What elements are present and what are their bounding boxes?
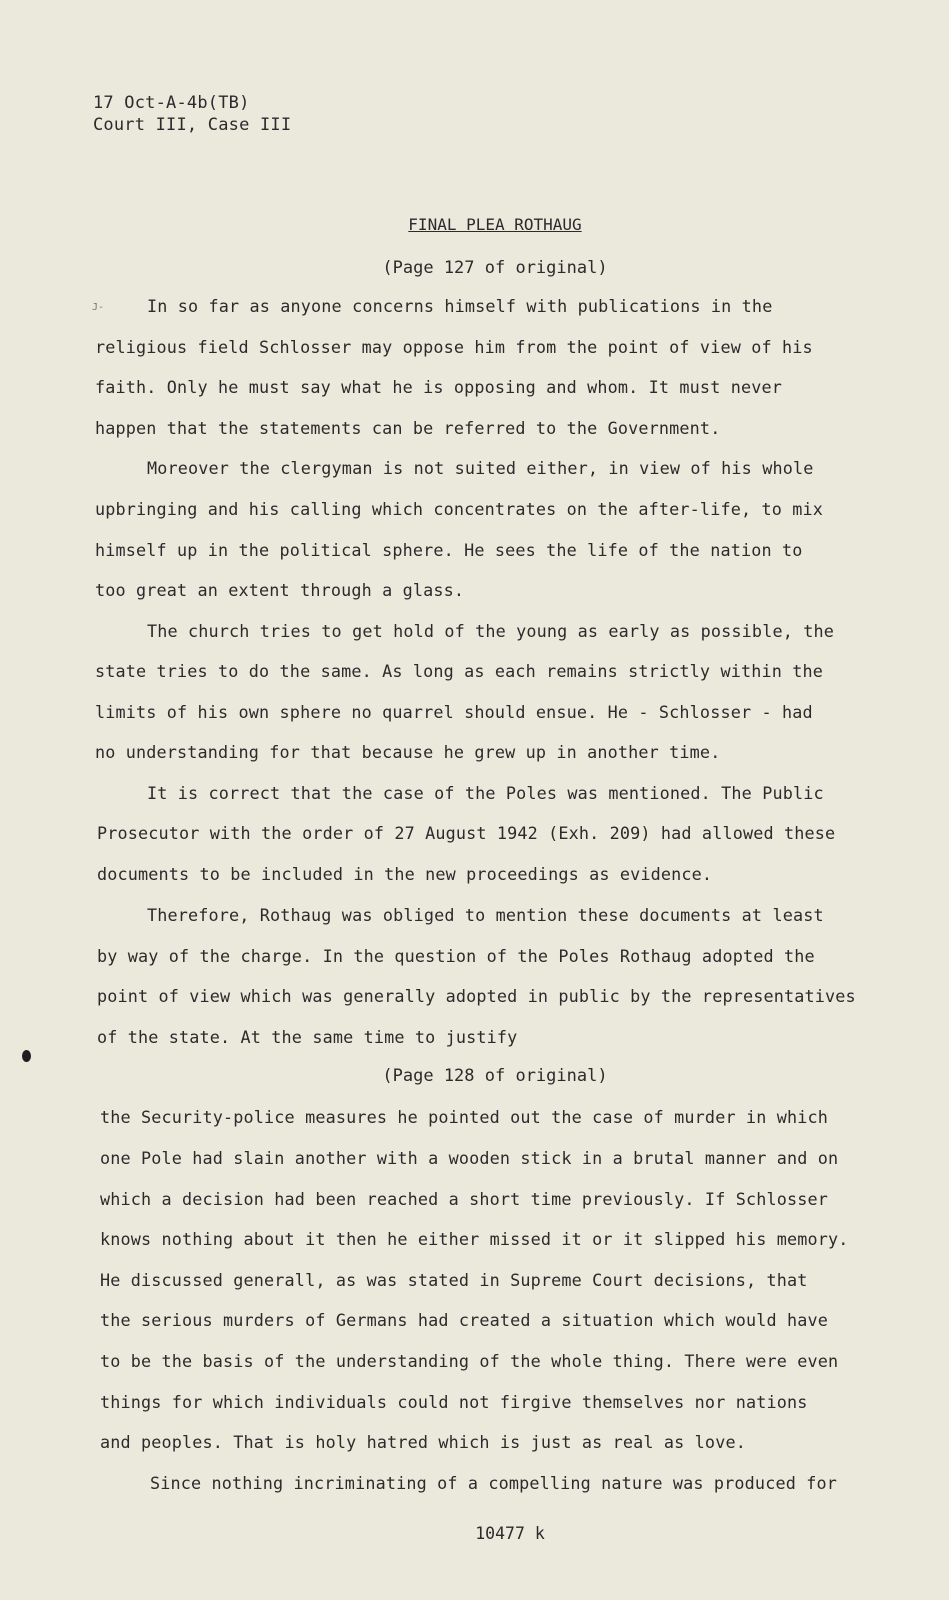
page-ref-128: (Page 128 of original) — [382, 1066, 608, 1086]
text-line: He discussed generall, as was stated in Supreme Court decisions, that — [100, 1270, 808, 1290]
text-line: knows nothing about it then he either missed it or it slipped his memory. — [100, 1229, 849, 1249]
text-line: things for which individuals could not firgive themselves nor nations — [100, 1392, 808, 1412]
text-line: Prosecutor with the order of 27 August 1942 (Exh. 209) had allowed these — [97, 823, 836, 843]
ink-spot — [22, 1050, 31, 1062]
text-line: point of view which was generally adopted in public by the representatives — [97, 986, 856, 1006]
court-case: Court III, Case III — [93, 115, 292, 135]
text-line: of the state. At the same time to justify — [97, 1027, 518, 1047]
text-line: the serious murders of Germans had created a situation which would have — [100, 1310, 828, 1330]
text-line: upbringing and his calling which concentrates on the after-life, to mix — [95, 499, 823, 519]
reference-code: 17 Oct-A-4b(TB) — [93, 93, 250, 113]
page-ref-127: (Page 127 of original) — [382, 258, 608, 278]
text-line: one Pole had slain another with a wooden stick in a brutal manner and on — [100, 1148, 839, 1168]
text-line: no understanding for that because he grew up in another time. — [95, 742, 721, 762]
text-line: himself up in the political sphere. He sees the life of the nation to — [95, 540, 803, 560]
text-line: limits of his own sphere no quarrel should ensue. He - Schlosser - had — [95, 702, 813, 722]
text-line: It is correct that the case of the Poles was mentioned. The Public — [147, 783, 824, 803]
text-line: faith. Only he must say what he is opposing and whom. It must never — [95, 377, 782, 397]
text-line: the Security-police measures he pointed out the case of murder in which — [100, 1107, 828, 1127]
document-header — [93, 92, 291, 136]
text-line: The church tries to get hold of the young as early as possible, the — [147, 621, 834, 641]
text-line: Since nothing incriminating of a compelling nature was produced for — [150, 1473, 837, 1493]
document-title: FINAL PLEA ROTHAUG — [408, 215, 582, 234]
text-line: In so far as anyone concerns himself with publications in the — [147, 296, 773, 316]
text-line: to be the basis of the understanding of the whole thing. There were even — [100, 1351, 839, 1371]
page-footer-number: 10477 k — [475, 1524, 545, 1543]
text-line: Moreover the clergyman is not suited either, in view of his whole — [147, 458, 814, 478]
text-line: and peoples. That is holy hatred which is just as real as love. — [100, 1432, 746, 1452]
text-line: by way of the charge. In the question of the Poles Rothaug adopted the — [97, 946, 815, 966]
text-line: which a decision had been reached a short time previously. If Schlosser — [100, 1189, 828, 1209]
text-line: documents to be included in the new proceedings as evidence. — [97, 864, 713, 884]
text-line: happen that the statements can be referred to the Government. — [95, 418, 721, 438]
text-line: religious field Schlosser may oppose him from the point of view of his — [95, 337, 813, 357]
text-line: state tries to do the same. As long as each remains strictly within the — [95, 661, 823, 681]
margin-mark: J- — [92, 302, 105, 313]
text-line: Therefore, Rothaug was obliged to mention these documents at least — [147, 905, 824, 925]
text-line: too great an extent through a glass. — [95, 580, 465, 600]
